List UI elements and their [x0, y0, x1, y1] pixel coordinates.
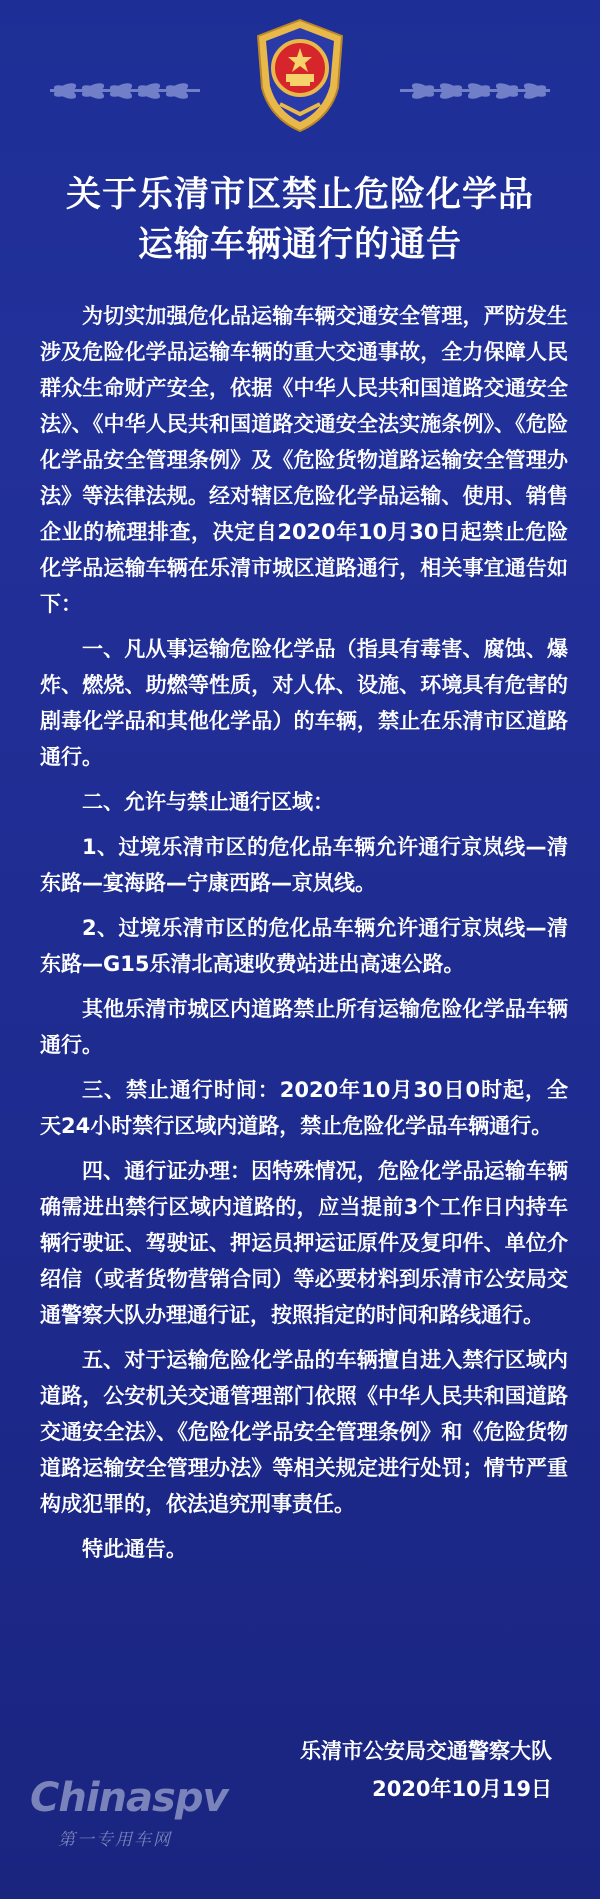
- paragraph-item-3: 三、禁止通行时间：2020年10月30日0时起，全天24小时禁行区域内道路，禁止危险化学品车辆通行。: [40, 1078, 568, 1138]
- paragraph-item-2-2: 2、过境乐清市区的危化品车辆允许通行京岚线—清东路—G15乐清北高速收费站进出高速公路。: [40, 916, 568, 976]
- laurel-left-icon: [45, 70, 205, 110]
- paragraph-item-2-other: 其他乐清市城区内道路禁止所有运输危险化学品车辆通行。: [40, 997, 568, 1057]
- signature-block: [300, 1732, 552, 1808]
- laurel-right-icon: [395, 70, 555, 110]
- paragraph-item-4: 四、通行证办理：因特殊情况，危险化学品运输车辆确需进出禁行区域内道路的，应当提前3个工作日内持车辆行驶证、驾驶证、押运员押运证原件及复印件、单位介绍信（或者货物营销合同）等必要材料到乐清市公安局交通警察大队办理通行证，按照指定的时间和路线通行。: [40, 1159, 568, 1327]
- paragraph-item-5: 五、对于运输危险化学品的车辆擅自进入禁行区域内道路，公安机关交通管理部门依照《中华人民共和国道路交通安全法》、《危险化学品安全管理条例》和《危险货物道路运输安全管理办法》等相关规定进行处罚；情节严重构成犯罪的，依法追究刑事责任。: [40, 1348, 568, 1516]
- paragraph-item-2-1: 1、过境乐清市区的危化品车辆允许通行京岚线—清东路—宴海路—宁康西路—京岚线。: [40, 835, 568, 895]
- signature-date: 2020年10月19日: [372, 1777, 552, 1801]
- paragraph-item-2: 二、允许与禁止通行区域：: [82, 790, 334, 814]
- paragraph-intro: 为切实加强危化品运输车辆交通安全管理，严防发生涉及危险化学品运输车辆的重大交通事故，全力保障人民群众生命财产安全，依据《中华人民共和国道路交通安全法》、《中华人民共和国道路交通安全法实施条例》、《危险化学品安全管理条例》及《危险货物道路运输安全管理办法》等法律法规。经对辖区危险化学品运输、使用、销售企业的梳理排查，决定自2020年10月30日起禁止危险化学品运输车辆在乐清市城区道路通行，相关事宜通告如下：: [40, 304, 568, 616]
- watermark-brand: Chinaspv: [30, 1775, 228, 1821]
- notice-body: [40, 298, 568, 1576]
- signature-org: 乐清市公安局交通警察大队: [300, 1739, 552, 1763]
- notice-title: [0, 170, 600, 270]
- watermark-tagline: 第一专用车网: [58, 1830, 172, 1850]
- title-line-1: 关于乐清市区禁止危险化学品: [65, 175, 534, 215]
- header-emblem-area: [0, 18, 600, 138]
- title-line-2: 运输车辆通行的通告: [137, 225, 462, 265]
- watermark-logo: [30, 1775, 250, 1885]
- paragraph-item-1: 一、凡从事运输危险化学品（指具有毒害、腐蚀、爆炸、燃烧、助燃等性质，对人体、设施、环境具有危害的剧毒化学品和其他化学品）的车辆，禁止在乐清市区道路通行。: [40, 637, 568, 769]
- paragraph-closing: 特此通告。: [82, 1537, 187, 1561]
- police-emblem-icon: [250, 18, 350, 133]
